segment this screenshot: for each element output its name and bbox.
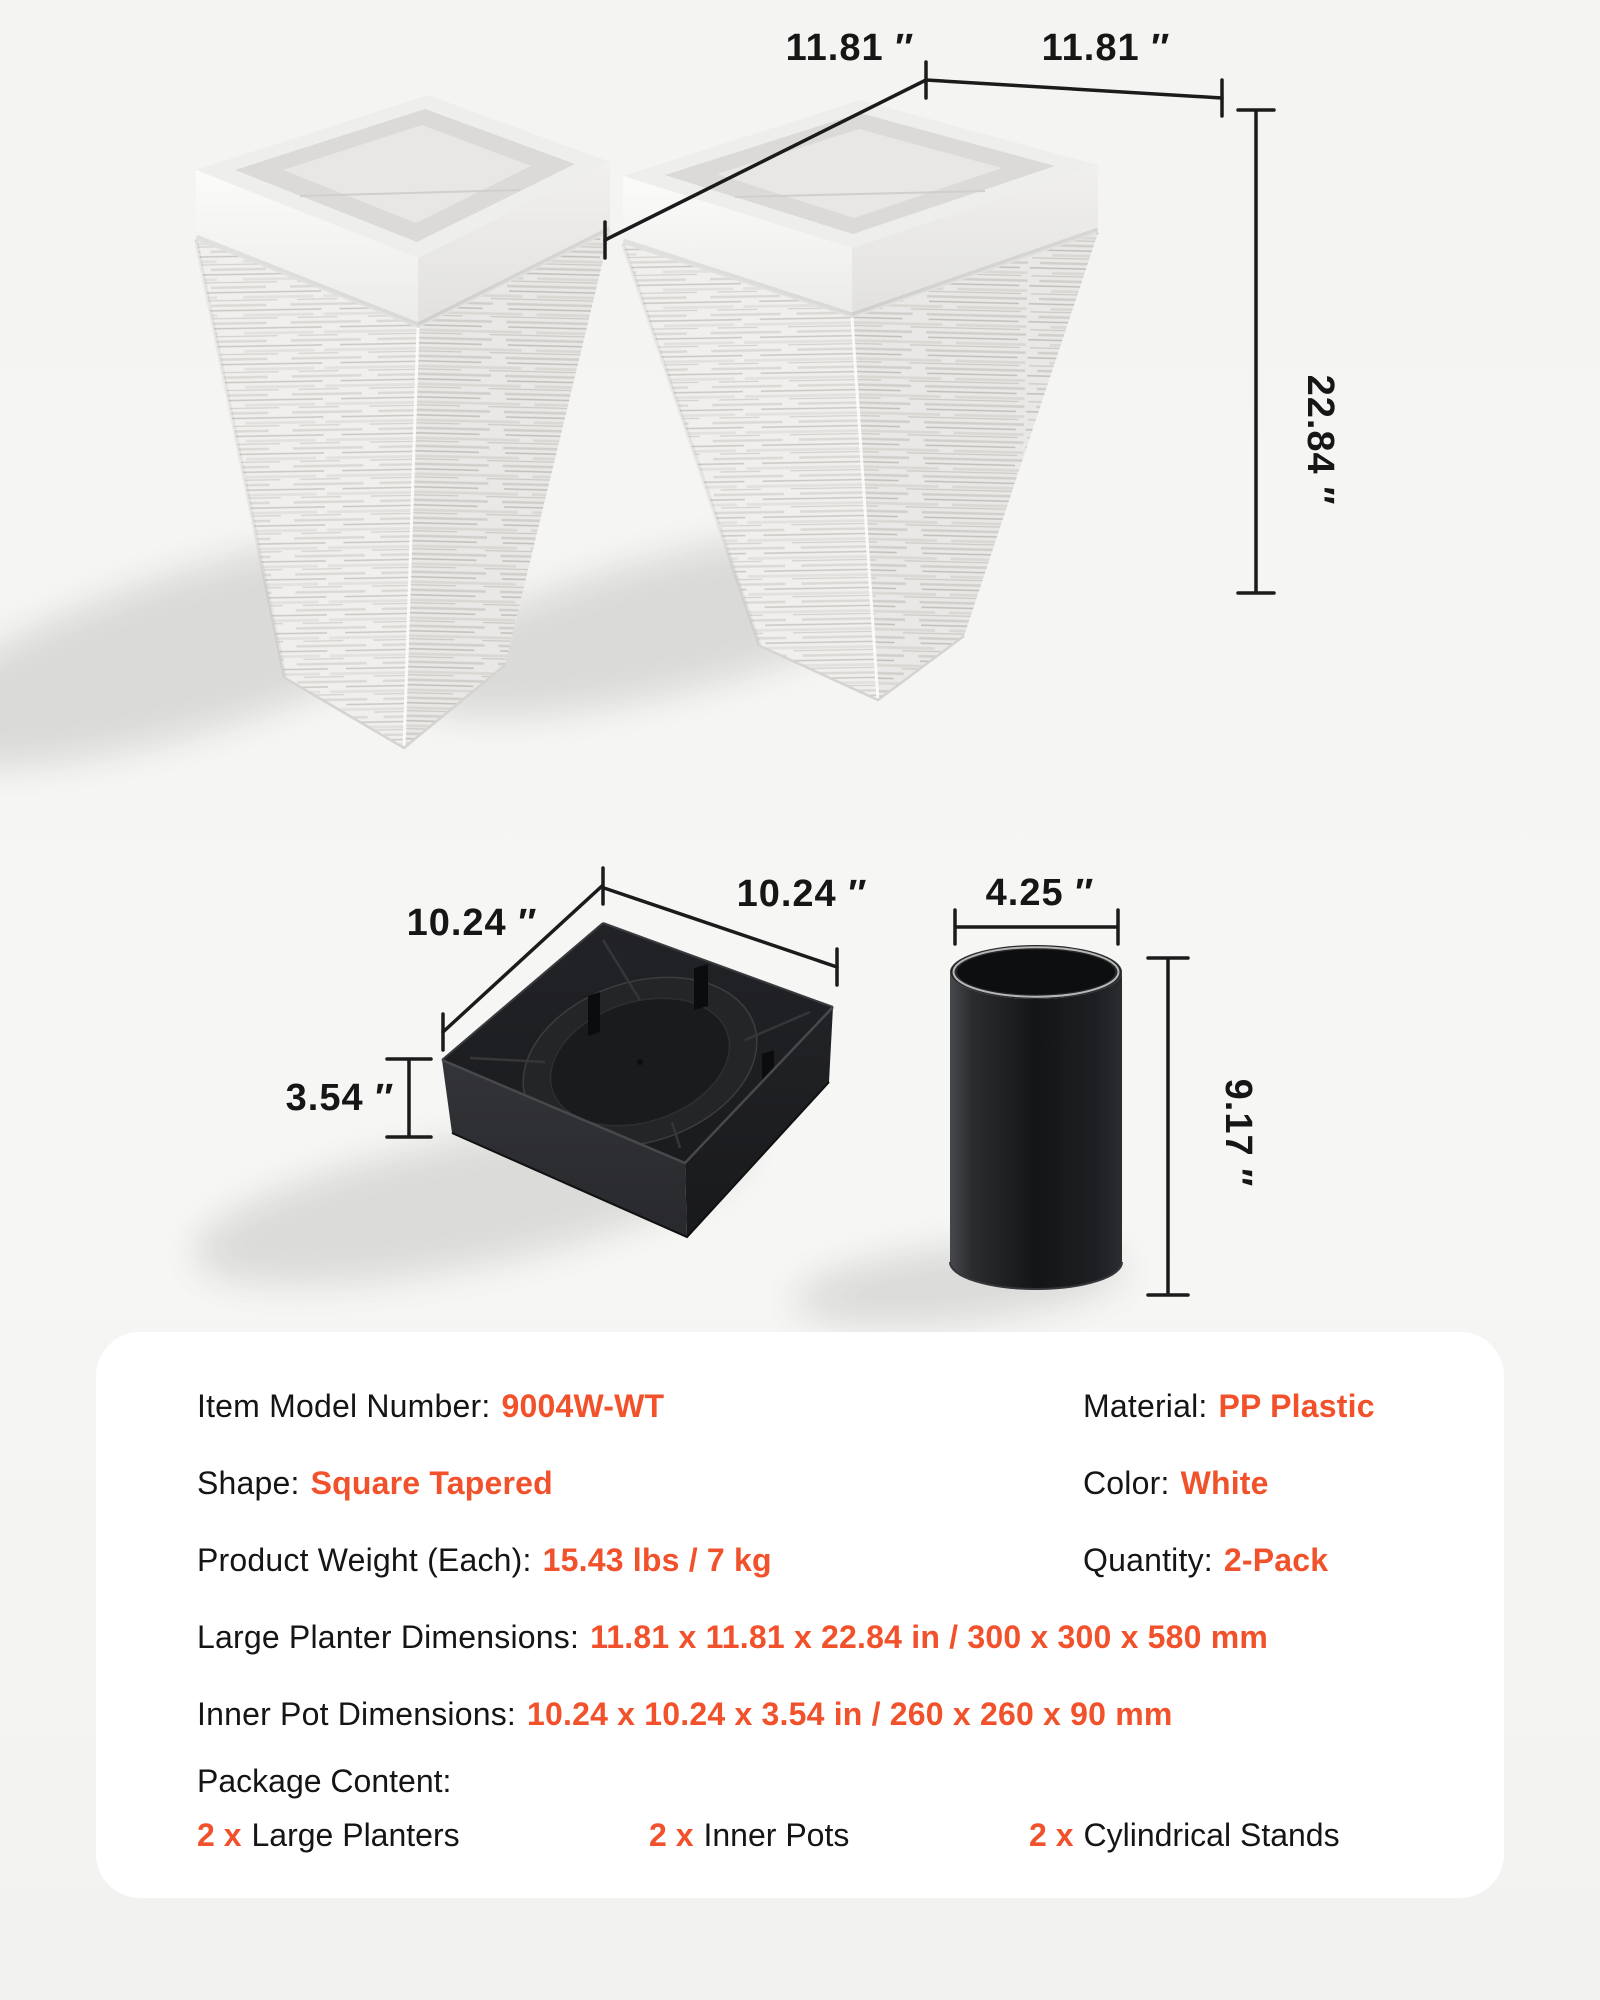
spec-label: Shape: xyxy=(197,1465,300,1501)
package-item-name: Large Planters xyxy=(251,1817,460,1853)
spec-planter-dimensions xyxy=(197,1599,1464,1676)
inner-pot-width-label: 10.24 ″ xyxy=(406,902,538,944)
spec-item-model xyxy=(197,1368,1083,1445)
package-item-name: Cylindrical Stands xyxy=(1083,1817,1340,1853)
package-item-qty: 2 x xyxy=(197,1817,242,1853)
package-item-stands xyxy=(1029,1817,1340,1854)
spec-value: PP Plastic xyxy=(1218,1388,1375,1424)
planter-width-label: 11.81 ″ xyxy=(785,27,915,69)
planter-depth-label: 11.81 ″ xyxy=(1041,27,1171,69)
package-item-qty: 2 x xyxy=(1029,1817,1074,1853)
package-content-label: Package Content: xyxy=(197,1763,452,1799)
spec-label: Material: xyxy=(1083,1388,1208,1424)
spec-weight xyxy=(197,1522,1083,1599)
spec-label: Product Weight (Each): xyxy=(197,1542,532,1578)
spec-label: Color: xyxy=(1083,1465,1170,1501)
package-content xyxy=(96,1753,1504,1854)
spec-value: 9004W-WT xyxy=(501,1388,665,1424)
spec-rows xyxy=(96,1332,1504,1753)
spec-material xyxy=(1083,1368,1464,1445)
spec-value: White xyxy=(1180,1465,1269,1501)
planter-height-label: 22.84 ″ xyxy=(1299,374,1341,506)
spec-shape xyxy=(197,1445,1083,1522)
spec-value: 10.24 x 10.24 x 3.54 in / 260 x 260 x 90 mm xyxy=(527,1696,1173,1732)
spec-value: 11.81 x 11.81 x 22.84 in / 300 x 300 x 580 mm xyxy=(590,1619,1269,1655)
spec-label: Quantity: xyxy=(1083,1542,1213,1578)
package-item-inner-pots xyxy=(649,1817,1029,1854)
spec-inner-pot-dimensions xyxy=(197,1676,1464,1753)
spec-value: 15.43 lbs / 7 kg xyxy=(542,1542,772,1578)
stand-height-label: 9.17 ″ xyxy=(1217,1078,1259,1188)
spec-value: 2-Pack xyxy=(1223,1542,1329,1578)
spec-label: Large Planter Dimensions: xyxy=(197,1619,580,1655)
spec-value: Square Tapered xyxy=(310,1465,553,1501)
package-item-planters xyxy=(197,1817,649,1854)
package-item-qty: 2 x xyxy=(649,1817,694,1853)
spec-label: Item Model Number: xyxy=(197,1388,491,1424)
stand-diameter-label: 4.25 ″ xyxy=(985,872,1095,914)
spec-panel xyxy=(96,1332,1504,1898)
cylindrical-stand xyxy=(950,945,1122,1289)
spec-quantity xyxy=(1083,1522,1464,1599)
package-items xyxy=(197,1817,1504,1854)
package-item-name: Inner Pots xyxy=(703,1817,850,1853)
inner-pot-depth-label: 10.24 ″ xyxy=(736,873,868,915)
spec-color xyxy=(1083,1445,1464,1522)
spec-label: Inner Pot Dimensions: xyxy=(197,1696,517,1732)
inner-pot-height-label: 3.54 ″ xyxy=(285,1077,395,1119)
